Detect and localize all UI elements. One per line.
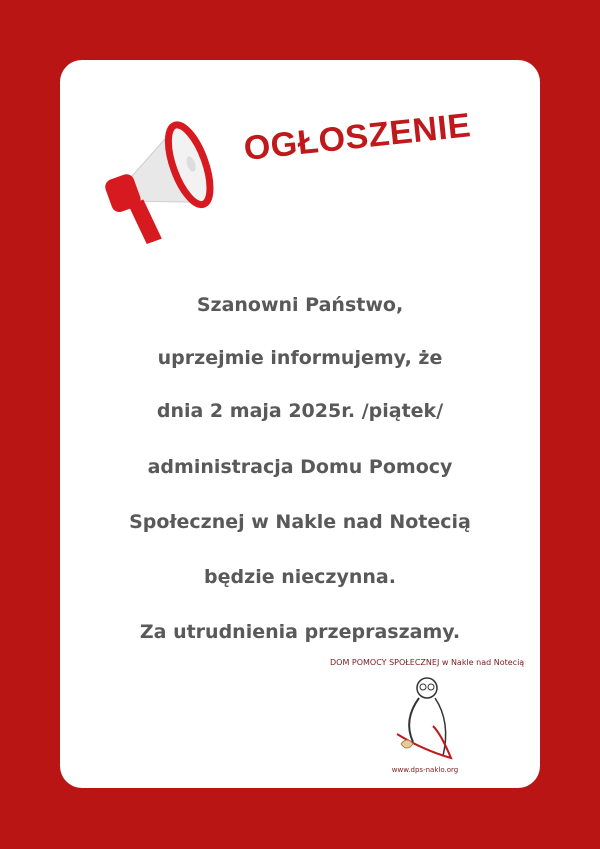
announcement-card [60,60,540,788]
logo-url: www.dps-naklo.org [391,766,459,774]
text-line: Społecznej w Nakle nad Notecią [129,511,471,533]
text-line: dnia 2 maja 2025r. /piątek/ [156,400,444,422]
megaphone-icon [96,100,226,250]
logo-name: DOM POMOCY SPOŁECZNEJ w Nakle nad Notecią [330,658,525,667]
text-line: będzie nieczynna. [204,566,396,588]
text-line: Szanowni Państwo, [196,294,404,316]
text-line: uprzejmie informujemy, że [157,347,443,369]
owl-heart-icon [395,672,455,762]
text-line: administracja Domu Pomocy [147,456,453,478]
organization-logo [330,658,525,780]
announcement-heading: OGŁOSZENIE [241,106,473,168]
text-line: Za utrudnienia przepraszamy. [139,621,461,643]
